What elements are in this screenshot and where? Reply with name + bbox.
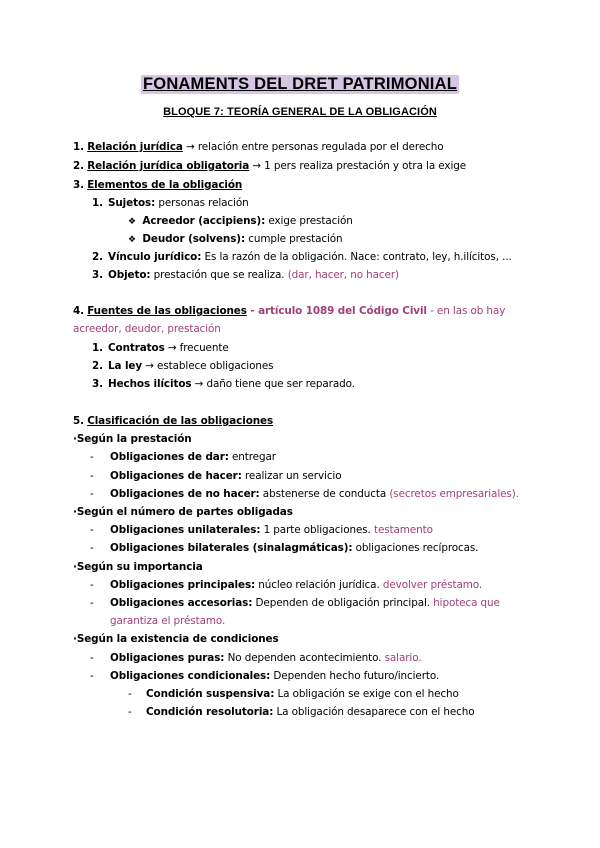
- document-title: FONAMENTS DEL DRET PATRIMONIAL: [143, 75, 457, 93]
- list-item: Obligaciones puras: No dependen acontecimiento. salario.: [110, 652, 422, 664]
- list-item: 1. Contratos → frecuente: [92, 342, 229, 354]
- group-heading: ·Según la existencia de condiciones: [73, 633, 279, 645]
- list-item: Obligaciones de hacer: realizar un servicio: [110, 470, 342, 482]
- dash-bullet: -: [90, 524, 94, 536]
- list-item-continuation: garantiza el préstamo.: [110, 615, 226, 627]
- group-heading: ·Según el número de partes obligadas: [73, 506, 293, 518]
- list-item: Obligaciones de no hacer: abstenerse de conducta (secretos empresariales).: [110, 488, 519, 500]
- list-item: Obligaciones de dar: entregar: [110, 451, 276, 463]
- dash-bullet: -: [90, 542, 94, 554]
- dash-bullet: -: [90, 597, 94, 609]
- section-4: 4. Fuentes de las obligaciones - artículo 1089 del Código Civil - en las ob hay: [73, 305, 506, 317]
- dash-bullet: -: [128, 706, 132, 718]
- section-2: 2. Relación jurídica obligatoria → 1 pers realiza prestación y otra la exige: [73, 160, 467, 172]
- section-3: 3. Elementos de la obligación: [73, 179, 243, 191]
- list-item: Condición resolutoria: La obligación desaparece con el hecho: [146, 706, 475, 718]
- section-1-term: Relación jurídica: [87, 141, 183, 153]
- section-2-term: Relación jurídica obligatoria: [87, 160, 250, 172]
- section-5-term: Clasificación de las obligaciones: [87, 415, 274, 427]
- list-item: 2. Vínculo jurídico: Es la razón de la obligación. Nace: contrato, ley, h.ilícitos, ...: [92, 251, 512, 263]
- section-4-continuation: acreedor, deudor, prestación: [73, 323, 221, 335]
- section-3-term: Elementos de la obligación: [87, 179, 243, 191]
- section-4-term: Fuentes de las obligaciones: [87, 305, 247, 317]
- group-heading: ·Según la prestación: [73, 433, 192, 445]
- list-item: 2. La ley → establece obligaciones: [92, 360, 274, 372]
- list-item: Obligaciones principales: núcleo relación jurídica. devolver préstamo.: [110, 579, 483, 591]
- list-item: 1. Sujetos: personas relación: [92, 197, 249, 209]
- dash-bullet: -: [90, 652, 94, 664]
- dash-bullet: -: [90, 488, 94, 500]
- document-subtitle: BLOQUE 7: TEORÍA GENERAL DE LA OBLIGACIÓN: [163, 106, 437, 118]
- list-item: 3. Hechos ilícitos → daño tiene que ser reparado.: [92, 378, 355, 390]
- list-item: Obligaciones accesorias: Dependen de obligación principal. hipoteca que: [110, 597, 500, 609]
- list-item: Condición suspensiva: La obligación se exige con el hecho: [146, 688, 459, 700]
- section-5: 5. Clasificación de las obligaciones: [73, 415, 274, 427]
- list-item: ❖ Deudor (solvens): cumple prestación: [128, 233, 343, 245]
- dash-bullet: -: [90, 579, 94, 591]
- list-item: Obligaciones condicionales: Dependen hecho futuro/incierto.: [110, 670, 440, 682]
- diamond-bullet-icon: ❖: [128, 235, 136, 245]
- section-1: 1. Relación jurídica → relación entre personas regulada por el derecho: [73, 141, 444, 153]
- dash-bullet: -: [90, 670, 94, 682]
- group-heading: ·Según su importancia: [73, 561, 203, 573]
- dash-bullet: -: [90, 451, 94, 463]
- dash-bullet: -: [128, 688, 132, 700]
- list-item: 3. Objeto: prestación que se realiza. (dar, hacer, no hacer): [92, 269, 399, 281]
- list-item: Obligaciones unilaterales: 1 parte obligaciones. testamento: [110, 524, 433, 536]
- diamond-bullet-icon: ❖: [128, 217, 136, 227]
- dash-bullet: -: [90, 470, 94, 482]
- list-item: ❖ Acreedor (accipiens): exige prestación: [128, 215, 353, 227]
- list-item: Obligaciones bilaterales (sinalagmáticas): obligaciones recíprocas.: [110, 542, 479, 554]
